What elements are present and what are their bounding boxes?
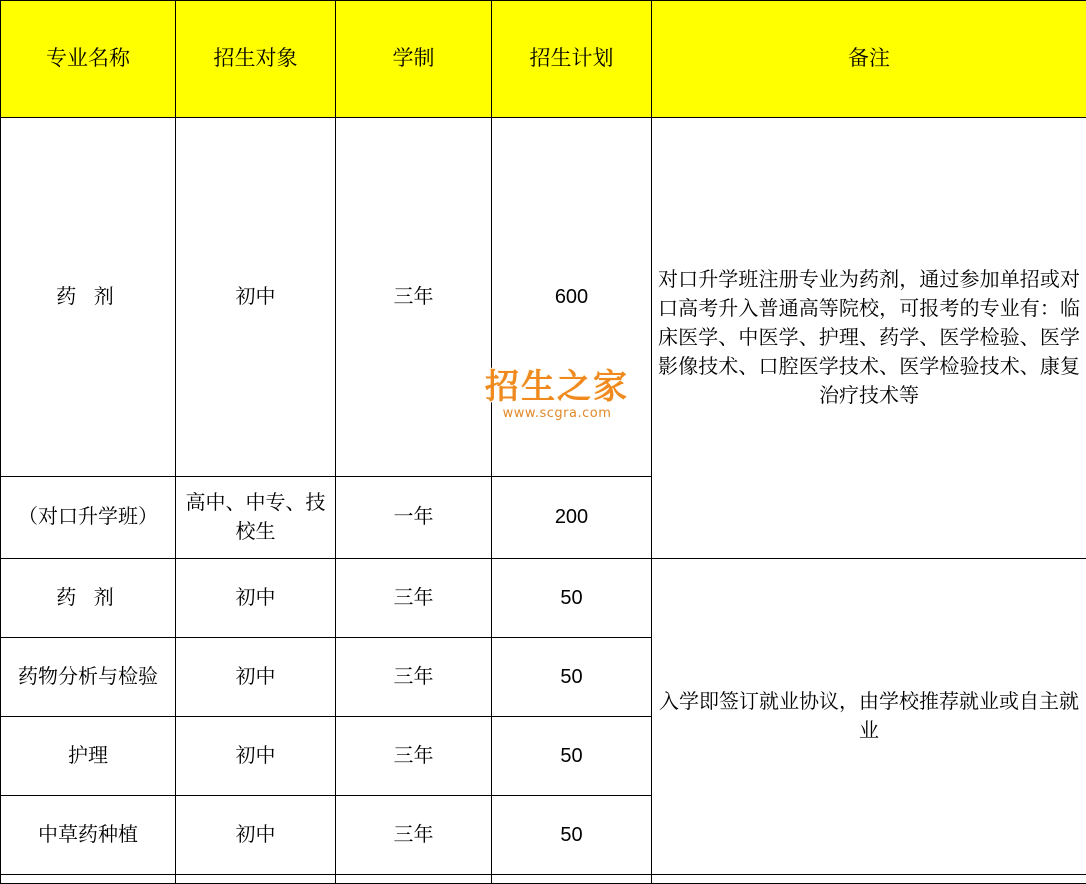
cell-plan: 50 [492,559,652,638]
header-cell-target: 招生对象 [176,1,336,118]
cell-empty [336,875,492,884]
watermark-title: 招生之家 [477,370,637,404]
cell-empty [176,875,336,884]
cell-empty [492,875,652,884]
cell-remark-employment-note [652,559,1086,875]
cell-duration: 一年 [336,477,492,559]
cell-major: 护理 [1,717,176,796]
cell-target: 初中 [176,638,336,717]
cell-duration: 三年 [336,118,492,477]
header-cell-major: 专业名称 [1,1,176,118]
cell-plan: 200 [492,477,652,559]
cell-remark-upgrade-note [652,118,1086,559]
cell-major: 药 剂 [1,559,176,638]
cell-duration: 三年 [336,796,492,875]
table-row [1,559,1086,638]
cell-duration: 三年 [336,638,492,717]
table-row-partial [1,875,1086,884]
cell-major: 中草药种植 [1,796,176,875]
remark-text: 对口升学班注册专业为药剂，通过参加单招或对口高考升入普通高等院校，可报考的专业有：临床医学、中医学、护理、药学、医学检验、医学影像技术、口腔医学技术、医学检验技术、康复治疗技术等 [658,266,1080,411]
cell-empty [1,875,176,884]
cell-major: （对口升学班） [1,477,176,559]
cell-target: 初中 [176,559,336,638]
cell-major: 药物分析与检验 [1,638,176,717]
cell-target: 高中、中专、技校生 [176,477,336,559]
cell-target: 初中 [176,717,336,796]
cell-plan: 50 [492,638,652,717]
cell-empty [652,875,1086,884]
cell-plan: 600 [492,118,652,477]
watermark-url: www.scgra.com [477,406,637,421]
table-header-row [1,1,1086,118]
cell-target: 初中 [176,118,336,477]
cell-duration: 三年 [336,559,492,638]
remark-text: 入学即签订就业协议，由学校推荐就业或自主就业 [658,688,1080,746]
header-cell-remark: 备注 [652,1,1086,118]
header-cell-plan: 招生计划 [492,1,652,118]
cell-duration: 三年 [336,717,492,796]
cell-plan: 50 [492,717,652,796]
cell-plan: 50 [492,796,652,875]
cell-target: 初中 [176,796,336,875]
cell-major: 药 剂 [1,118,176,477]
header-cell-duration: 学制 [336,1,492,118]
table-row [1,118,1086,477]
